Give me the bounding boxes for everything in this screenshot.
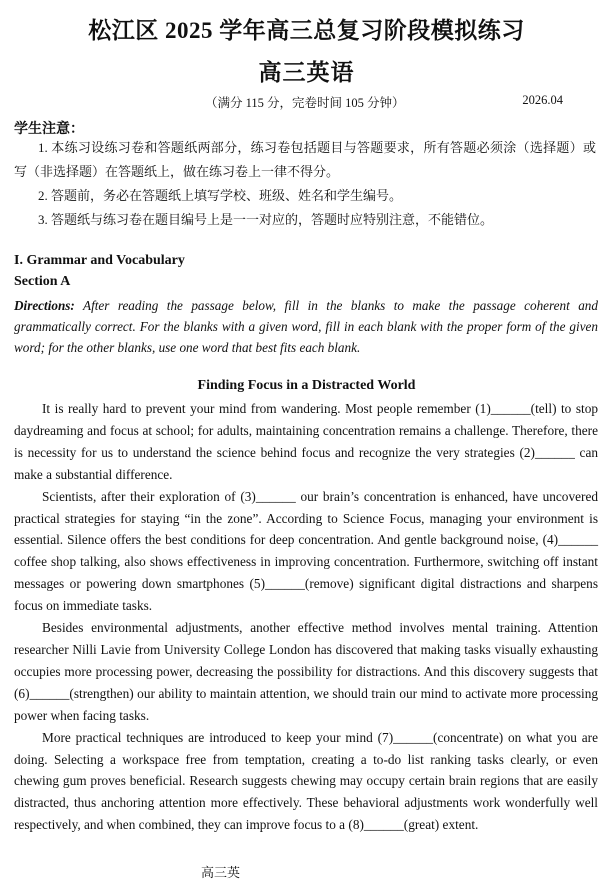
- passage-title: Finding Focus in a Distracted World: [197, 378, 416, 393]
- passage-paragraph: Besides environmental adjustments, another effective method involves mental training. Attention researcher Nilli Lavie from University College London has discovered that making tasks visually exhausting occupies more processing power, decreasing the possibility for distractions. And this discovery suggests that (6)______(strengthen) our ability to maintain attention, we should train our mind to activate more processing power when facing tasks.: [14, 620, 598, 723]
- section-heading: Section A: [14, 274, 71, 289]
- notice-item-2: 2. 答题前，务必在答题纸上填写学校、班级、姓名和学生编号。: [38, 188, 403, 203]
- notice-item-1: 1. 本练习设练习卷和答题纸两部分，练习卷包括题目与答题要求，所有答题必须涂（选择题）或写（非选择题）在答题纸上，做在练习卷上一律不得分。: [14, 140, 596, 179]
- directions: [14, 295, 598, 358]
- page-footer: 高三英: [201, 865, 241, 880]
- passage-paragraph: It is really hard to prevent your mind from wandering. Most people remember (1)______(tell) to stop daydreaming and focus at school; for adults, maintaining concentration remains a challenge. Therefore, there is necessity for us to understand the science behind focus and recognize the very strategies (2)______ can make a substantial difference.: [14, 401, 598, 482]
- directions-label: Directions:: [14, 298, 75, 313]
- passage-paragraph: Scientists, after their exploration of (3)______ our brain’s concentration is enhanced, have uncovered practical strategies for staying “in the zone”. According to Science Focus, managing your environment is essential. Silence offers the best conditions for deep concentration. And gentle background noise, (4)______ coffee shop talking, also shows effectiveness in improving concentration. Furthermore, switching off instant messages or powering down smartphones (5)______(remove) significant digital distractions and sharpens focus on immediate tasks.: [14, 488, 598, 614]
- exam-title: 松江区 2025 学年高三总复习阶段模拟练习: [88, 18, 525, 43]
- notice-item-3: 3. 答题纸与练习卷在题目编号上是一一对应的，答题时应特别注意，不能错位。: [38, 212, 494, 227]
- passage-body: [14, 398, 598, 836]
- score-info: （满分 115 分，完卷时间 105 分钟）: [205, 96, 405, 110]
- exam-date: 2026.04: [522, 93, 563, 107]
- passage-paragraph: More practical techniques are introduced to keep your mind (7)______(concentrate) on what you are doing. Selecting a workspace free from temptation, creating a to-do list ranking tasks clearly, or even chewing gum proves beneficial. Research suggests chewing may occupy certain brain regions that are easily distracted, thus anchoring attention more effectively. These behavioral adjustments work wonderfully well respectively, and when combined, they can improve focus to a (8)______(great) extent.: [14, 729, 598, 833]
- directions-text: After reading the passage below, fill in the blanks to make the passage coherent and grammatically correct. For the blanks with a given word, fill in each blank with the proper form of the given word; for the other blanks, use one word that best fits each blank.: [14, 298, 598, 355]
- part-heading: I. Grammar and Vocabulary: [14, 253, 185, 268]
- exam-subject: 高三英语: [258, 60, 355, 85]
- notice-heading: 学生注意：: [14, 122, 84, 137]
